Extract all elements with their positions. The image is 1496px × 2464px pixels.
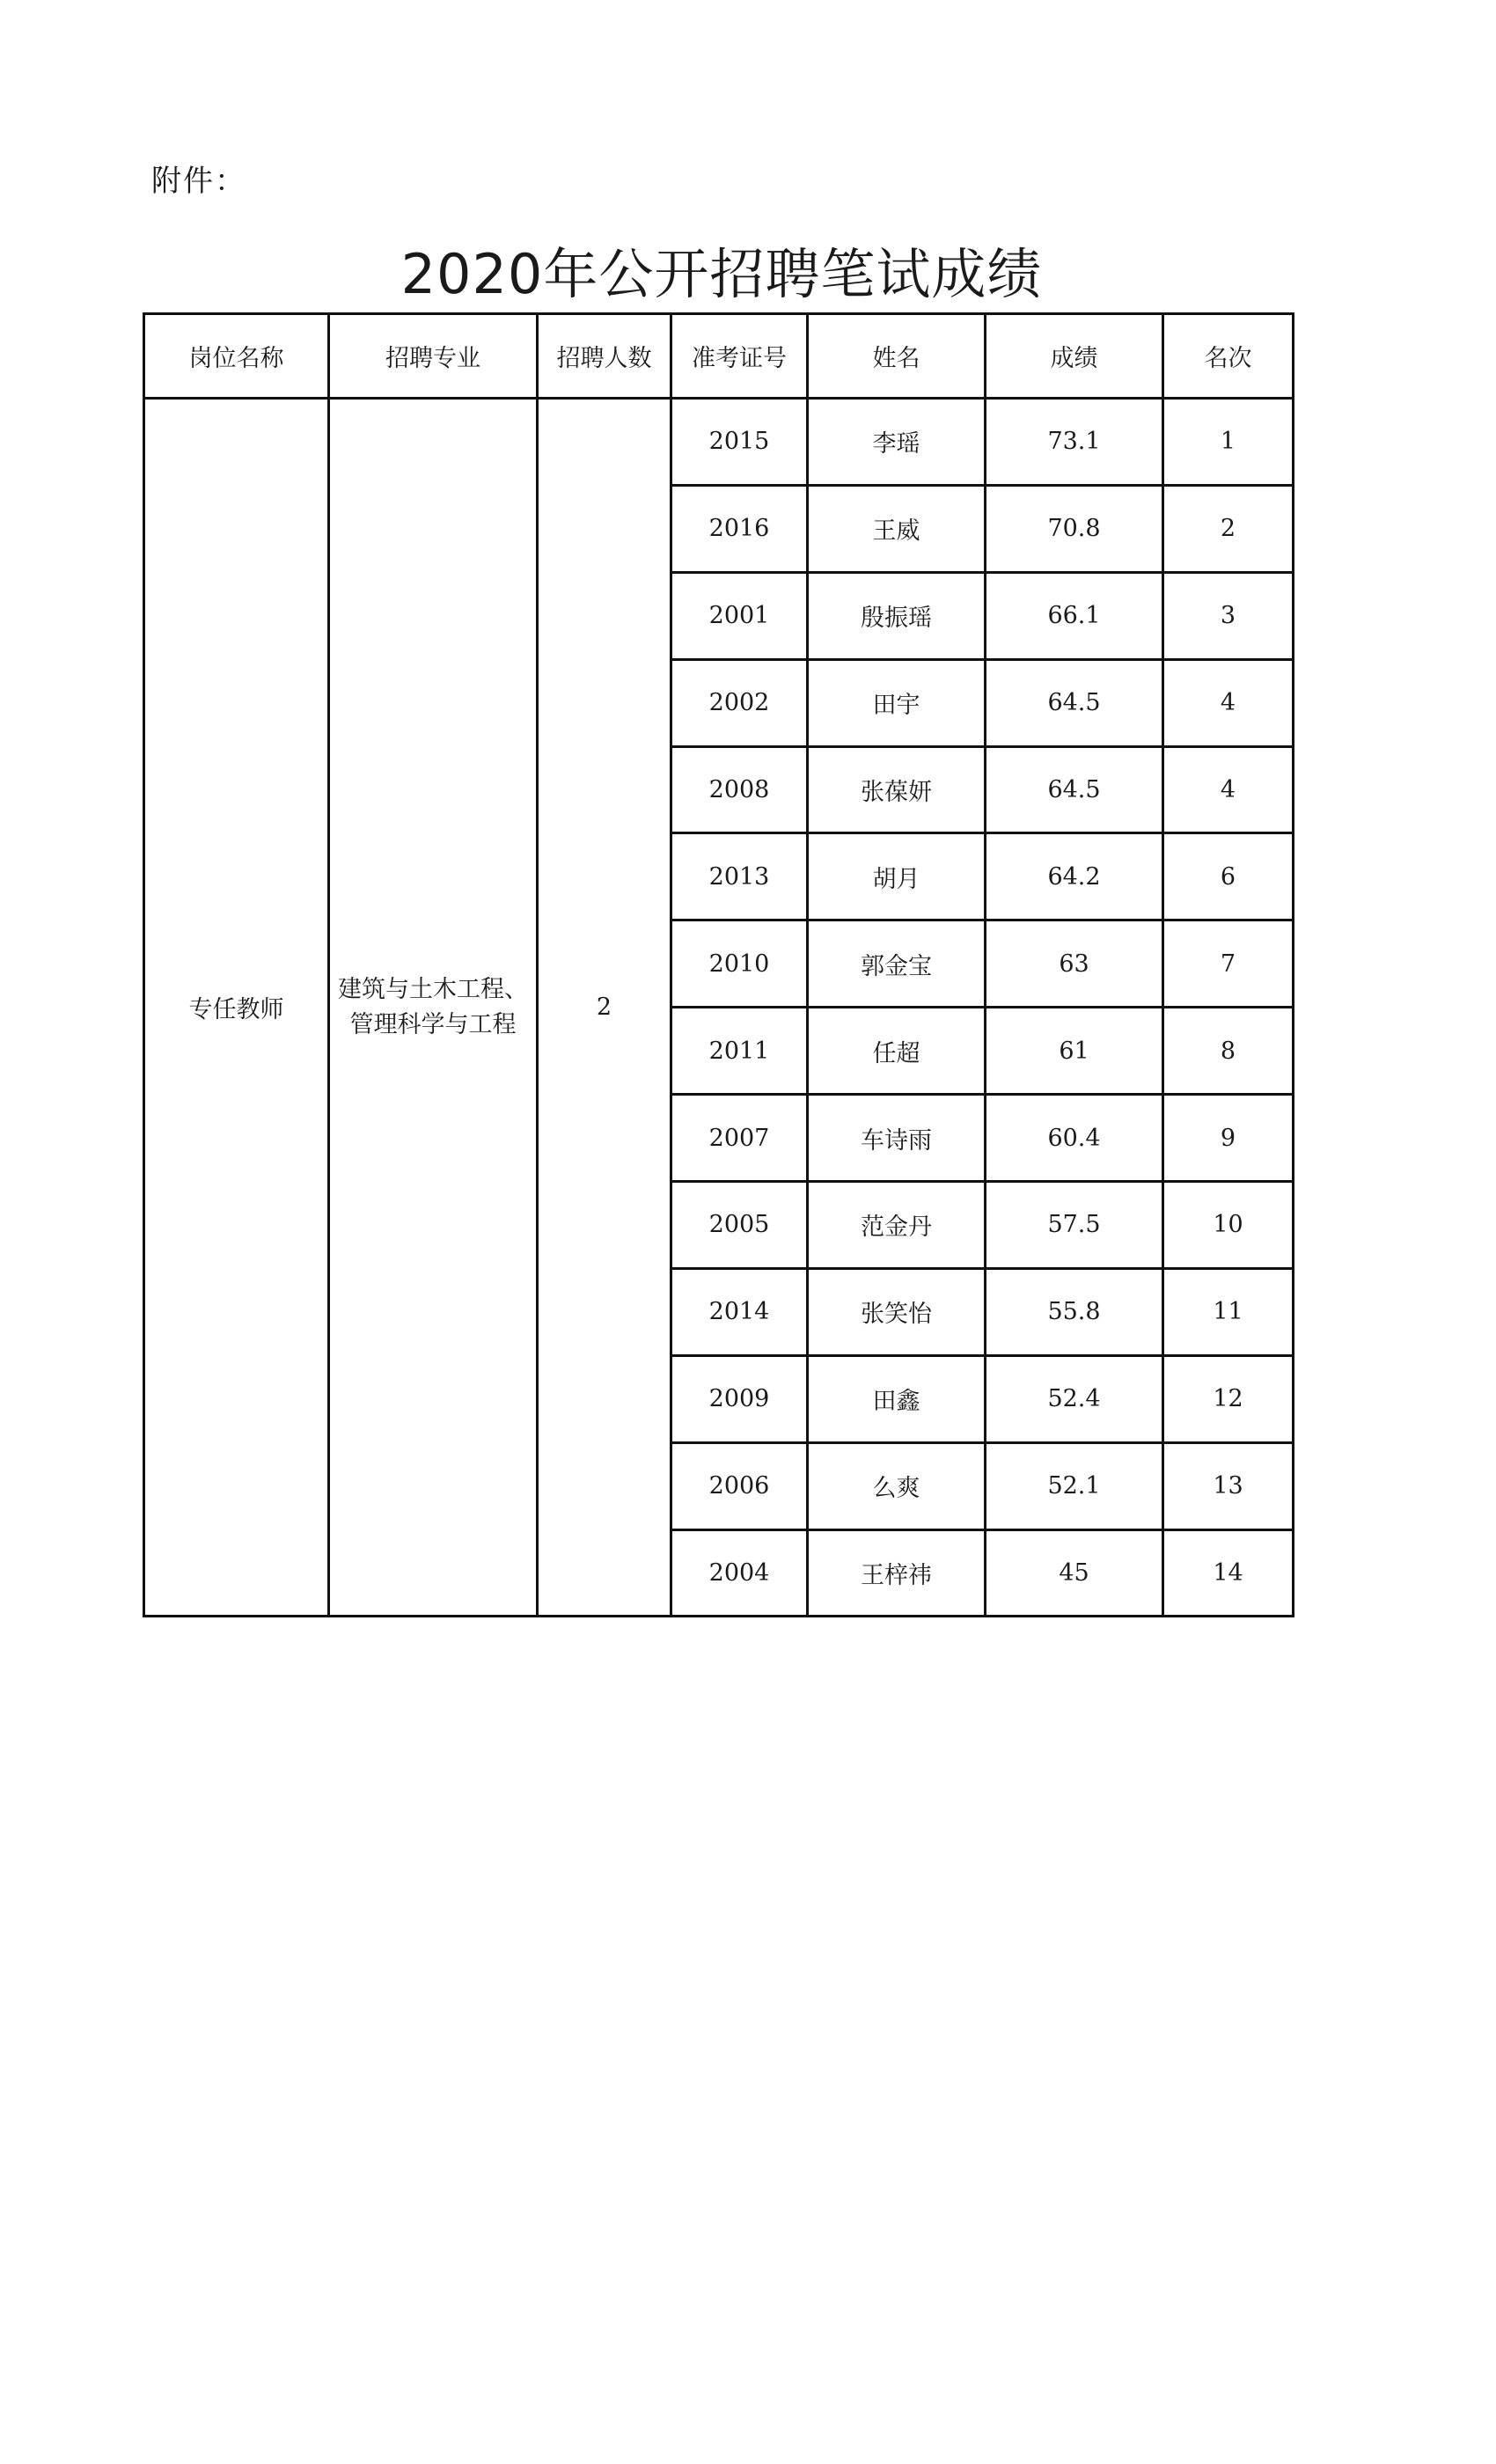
rank-cell: 8 [1163, 1008, 1294, 1095]
name-cell: 张笑怡 [808, 1268, 986, 1355]
header-score: 成绩 [986, 314, 1163, 399]
rank-cell: 2 [1163, 485, 1294, 572]
major-line-1: 建筑与土木工程、 [338, 975, 528, 1003]
rank-cell: 9 [1163, 1095, 1294, 1182]
header-exam-id: 准考证号 [671, 314, 808, 399]
rank-cell: 4 [1163, 659, 1294, 746]
score-cell: 66.1 [986, 572, 1163, 659]
exam-id-cell: 2008 [671, 746, 808, 833]
major-cell [329, 399, 538, 1617]
header-position: 岗位名称 [144, 314, 329, 399]
score-cell: 52.1 [986, 1442, 1163, 1529]
table-row [144, 399, 1294, 486]
rank-cell: 1 [1163, 399, 1294, 486]
exam-id-cell: 2014 [671, 1268, 808, 1355]
name-cell: 胡月 [808, 833, 986, 920]
openings-cell: 2 [538, 399, 671, 1617]
score-cell: 64.5 [986, 659, 1163, 746]
header-major: 招聘专业 [329, 314, 538, 399]
page-title: 2020年公开招聘笔试成绩 [400, 242, 1043, 306]
position-cell: 专任教师 [144, 399, 329, 1617]
rank-cell: 13 [1163, 1442, 1294, 1529]
exam-id-cell: 2009 [671, 1355, 808, 1442]
exam-id-cell: 2006 [671, 1442, 808, 1529]
exam-id-cell: 2005 [671, 1182, 808, 1269]
exam-id-cell: 2011 [671, 1008, 808, 1095]
name-cell: 郭金宝 [808, 920, 986, 1008]
score-cell: 55.8 [986, 1268, 1163, 1355]
score-cell: 64.2 [986, 833, 1163, 920]
attachment-label: 附件： [151, 164, 246, 199]
score-cell: 57.5 [986, 1182, 1163, 1269]
rank-cell: 10 [1163, 1182, 1294, 1269]
header-name: 姓名 [808, 314, 986, 399]
exam-id-cell: 2002 [671, 659, 808, 746]
header-openings: 招聘人数 [538, 314, 671, 399]
name-cell: 田鑫 [808, 1355, 986, 1442]
name-cell: 张葆妍 [808, 746, 986, 833]
score-cell: 45 [986, 1529, 1163, 1617]
score-cell: 70.8 [986, 485, 1163, 572]
score-cell: 63 [986, 920, 1163, 1008]
rank-cell: 11 [1163, 1268, 1294, 1355]
rank-cell: 4 [1163, 746, 1294, 833]
rank-cell: 12 [1163, 1355, 1294, 1442]
exam-id-cell: 2007 [671, 1095, 808, 1182]
score-cell: 52.4 [986, 1355, 1163, 1442]
exam-id-cell: 2016 [671, 485, 808, 572]
name-cell: 王梓祎 [808, 1529, 986, 1617]
rank-cell: 6 [1163, 833, 1294, 920]
name-cell: 王威 [808, 485, 986, 572]
exam-id-cell: 2010 [671, 920, 808, 1008]
name-cell: 李瑶 [808, 399, 986, 486]
name-cell: 么爽 [808, 1442, 986, 1529]
score-cell: 73.1 [986, 399, 1163, 486]
score-cell: 60.4 [986, 1095, 1163, 1182]
score-cell: 61 [986, 1008, 1163, 1095]
exam-id-cell: 2001 [671, 572, 808, 659]
header-rank: 名次 [1163, 314, 1294, 399]
name-cell: 任超 [808, 1008, 986, 1095]
rank-cell: 7 [1163, 920, 1294, 1008]
table-body [144, 399, 1294, 1617]
table-header-row [144, 314, 1294, 399]
rank-cell: 3 [1163, 572, 1294, 659]
exam-id-cell: 2004 [671, 1529, 808, 1617]
name-cell: 殷振瑶 [808, 572, 986, 659]
exam-id-cell: 2015 [671, 399, 808, 486]
name-cell: 范金丹 [808, 1182, 986, 1269]
name-cell: 田宇 [808, 659, 986, 746]
exam-id-cell: 2013 [671, 833, 808, 920]
rank-cell: 14 [1163, 1529, 1294, 1617]
score-cell: 64.5 [986, 746, 1163, 833]
major-line-2: 管理科学与工程 [349, 1010, 517, 1038]
name-cell: 车诗雨 [808, 1095, 986, 1182]
score-table [143, 312, 1294, 1617]
